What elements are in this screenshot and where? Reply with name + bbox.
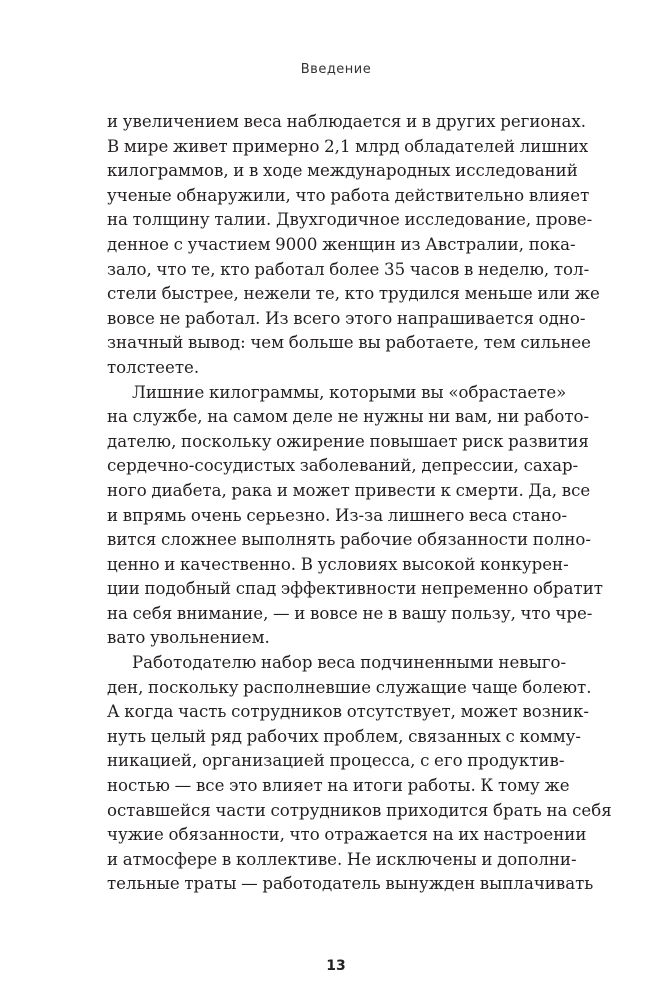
text-line: килограммов, и в ходе международных исследований [107, 161, 578, 181]
text-line: вовсе не работал. Из всего этого напрашивается одно- [107, 308, 586, 328]
text-line: ностью — все это влияет на итоги работы. К тому же [107, 776, 570, 796]
paragraph [107, 381, 603, 652]
text-line: тельные траты — работодатель вынужден выплачивать [107, 874, 594, 894]
text-line: Работодателю набор веса подчиненными невыго- [132, 653, 567, 673]
page-number: 13 [326, 958, 346, 974]
text-line: сердечно-сосудистых заболеваний, депрессии, сахар- [107, 456, 579, 476]
paragraph [107, 651, 612, 897]
text-line: на себя внимание, — и вовсе не в вашу пользу, что чре- [107, 603, 593, 623]
text-line: на толщину талии. Двухгодичное исследование, прове- [107, 210, 593, 230]
body-text [107, 110, 612, 897]
text-line: значный вывод: чем больше вы работаете, тем сильнее [107, 333, 591, 353]
text-line: ции подобный спад эффективности непременно обратит [107, 579, 603, 599]
text-line: А когда часть сотрудников отсутствует, может возник- [107, 702, 589, 722]
text-line: ден, поскольку располневшие служащие чаще болеют. [107, 677, 592, 697]
text-line: зало, что те, кто работал более 35 часов в неделю, тол- [107, 259, 590, 279]
text-line: денное с участием 9000 женщин из Австралии, пока- [107, 234, 576, 254]
text-line: Лишние килограммы, которыми вы «обрастаете» [132, 382, 567, 402]
text-line: и увеличением веса наблюдается и в других регионах. [107, 112, 586, 131]
text-line: нуть целый ряд рабочих проблем, связанных с комму- [107, 726, 582, 746]
text-line: стели быстрее, нежели те, кто трудился меньше или же [107, 284, 600, 304]
text-line: оставшейся части сотрудников приходится брать на себя [107, 800, 612, 820]
running-header: Введение [300, 62, 372, 77]
text-line: В мире живет примерно 2,1 млрд обладателей лишних [107, 136, 589, 156]
text-line: вится сложнее выполнять рабочие обязанности полно- [107, 530, 592, 550]
text-line: и атмосфере в коллективе. Не исключены и дополни- [107, 849, 577, 869]
text-line: дателю, поскольку ожирение повышает риск развития [107, 431, 589, 451]
text-line: и впрямь очень серьезно. Из-за лишнего веса стано- [107, 505, 568, 525]
text-line: на службе, на самом деле не нужны ни вам, ни работо- [107, 407, 590, 427]
text-line: ного диабета, рака и может привести к смерти. Да, все [107, 480, 591, 500]
text-line: вато увольнением. [107, 628, 270, 648]
text-line: ценно и качественно. В условиях высокой конкурен- [107, 554, 569, 574]
text-line: никацией, организацией процесса, с его продуктив- [107, 751, 565, 771]
text-line: толстеете. [107, 357, 200, 377]
text-line: ученые обнаружили, что работа действительно влияет [107, 185, 590, 205]
paragraph [107, 110, 600, 381]
text-line: чужие обязанности, что отражается на их настроении [107, 825, 587, 845]
